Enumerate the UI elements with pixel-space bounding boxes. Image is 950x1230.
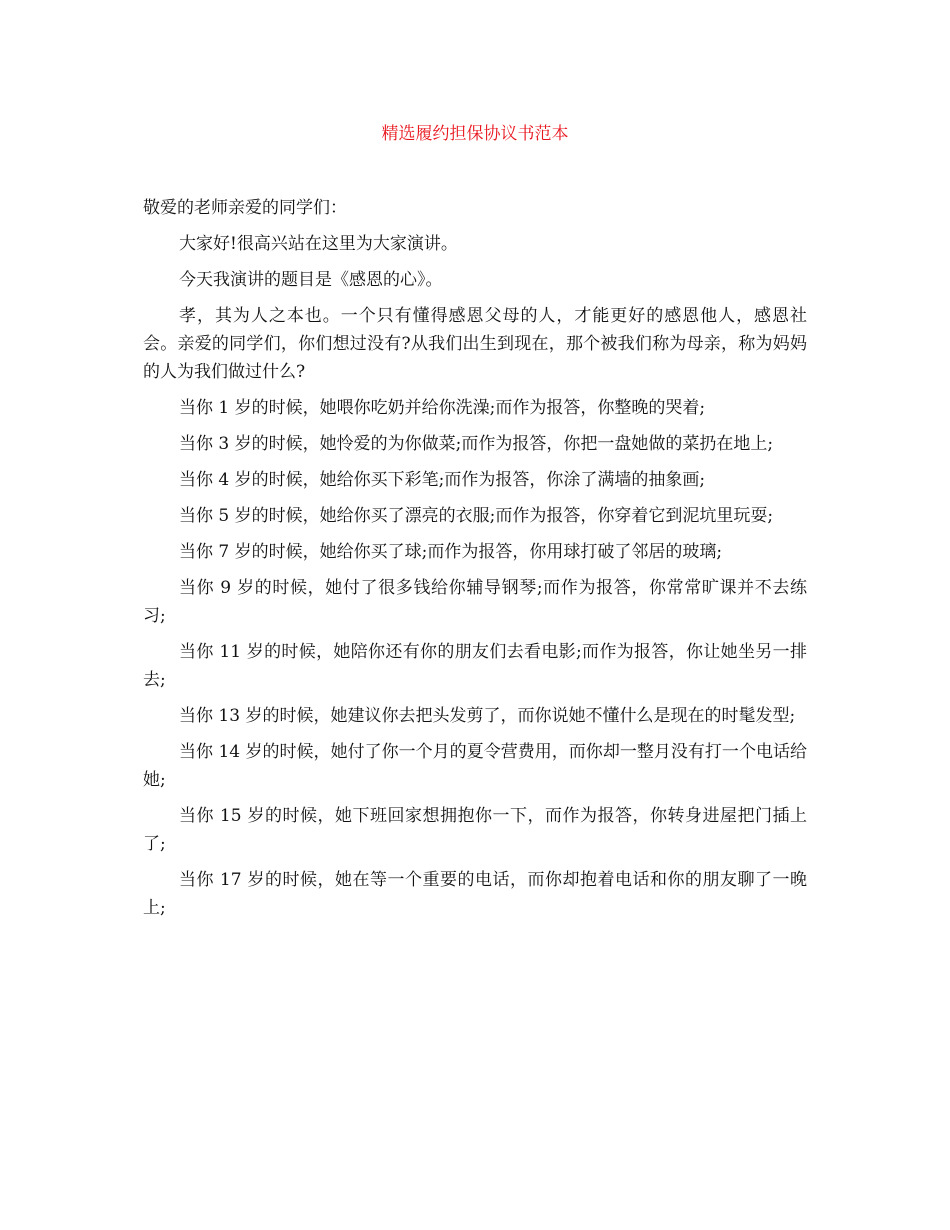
- paragraph-age-9: 当你 9 岁的时候，她付了很多钱给你辅导钢琴;而作为报答，你常常旷课并不去练习;: [143, 578, 807, 626]
- paragraph-age-13: 当你 13 岁的时候，她建议你去把头发剪了，而你说她不懂什么是现在的时髦发型;: [179, 706, 796, 726]
- paragraph-age-4: 当你 4 岁的时候，她给你买下彩笔;而作为报答，你涂了满墙的抽象画;: [179, 470, 706, 490]
- paragraph-age-5: 当你 5 岁的时候，她给你买了漂亮的衣服;而作为报答，你穿着它到泥坑里玩耍;: [179, 506, 774, 526]
- paragraph-age-11: 当你 11 岁的时候，她陪你还有你的朋友们去看电影;而作为报答，你让她坐另一排去;: [143, 642, 807, 690]
- paragraph-topic: 今天我演讲的题目是《感恩的心》。: [179, 270, 443, 290]
- document-title: 精选履约担保协议书范本: [381, 124, 569, 144]
- paragraph-age-7: 当你 7 岁的时候，她给你买了球;而作为报答，你用球打破了邻居的玻璃;: [179, 542, 723, 562]
- paragraph-age-17: 当你 17 岁的时候，她在等一个重要的电话，而你却抱着电话和你的朋友聊了一晚上;: [143, 870, 807, 918]
- salutation: 敬爱的老师亲爱的同学们：: [143, 198, 347, 218]
- document-body: [143, 194, 807, 930]
- paragraph-age-15: 当你 15 岁的时候，她下班回家想拥抱你一下，而作为报答，你转身进屋把门插上了;: [143, 806, 807, 854]
- paragraph-age-14: 当你 14 岁的时候，她付了你一个月的夏令营费用，而你却一整月没有打一个电话给她;: [143, 742, 807, 790]
- paragraph-age-1: 当你 1 岁的时候，她喂你吃奶并给你洗澡;而作为报答，你整晚的哭着;: [179, 398, 706, 418]
- paragraph-intro: 孝，其为人之本也。一个只有懂得感恩父母的人，才能更好的感恩他人，感恩社会。亲爱的同学们，你们想过没有?从我们出生到现在，那个被我们称为母亲，称为妈妈的人为我们做过什么?: [143, 306, 807, 382]
- paragraph-age-3: 当你 3 岁的时候，她怜爱的为你做菜;而作为报答，你把一盘她做的菜扔在地上;: [179, 434, 774, 454]
- paragraph-greeting: 大家好!很高兴站在这里为大家演讲。: [179, 234, 458, 254]
